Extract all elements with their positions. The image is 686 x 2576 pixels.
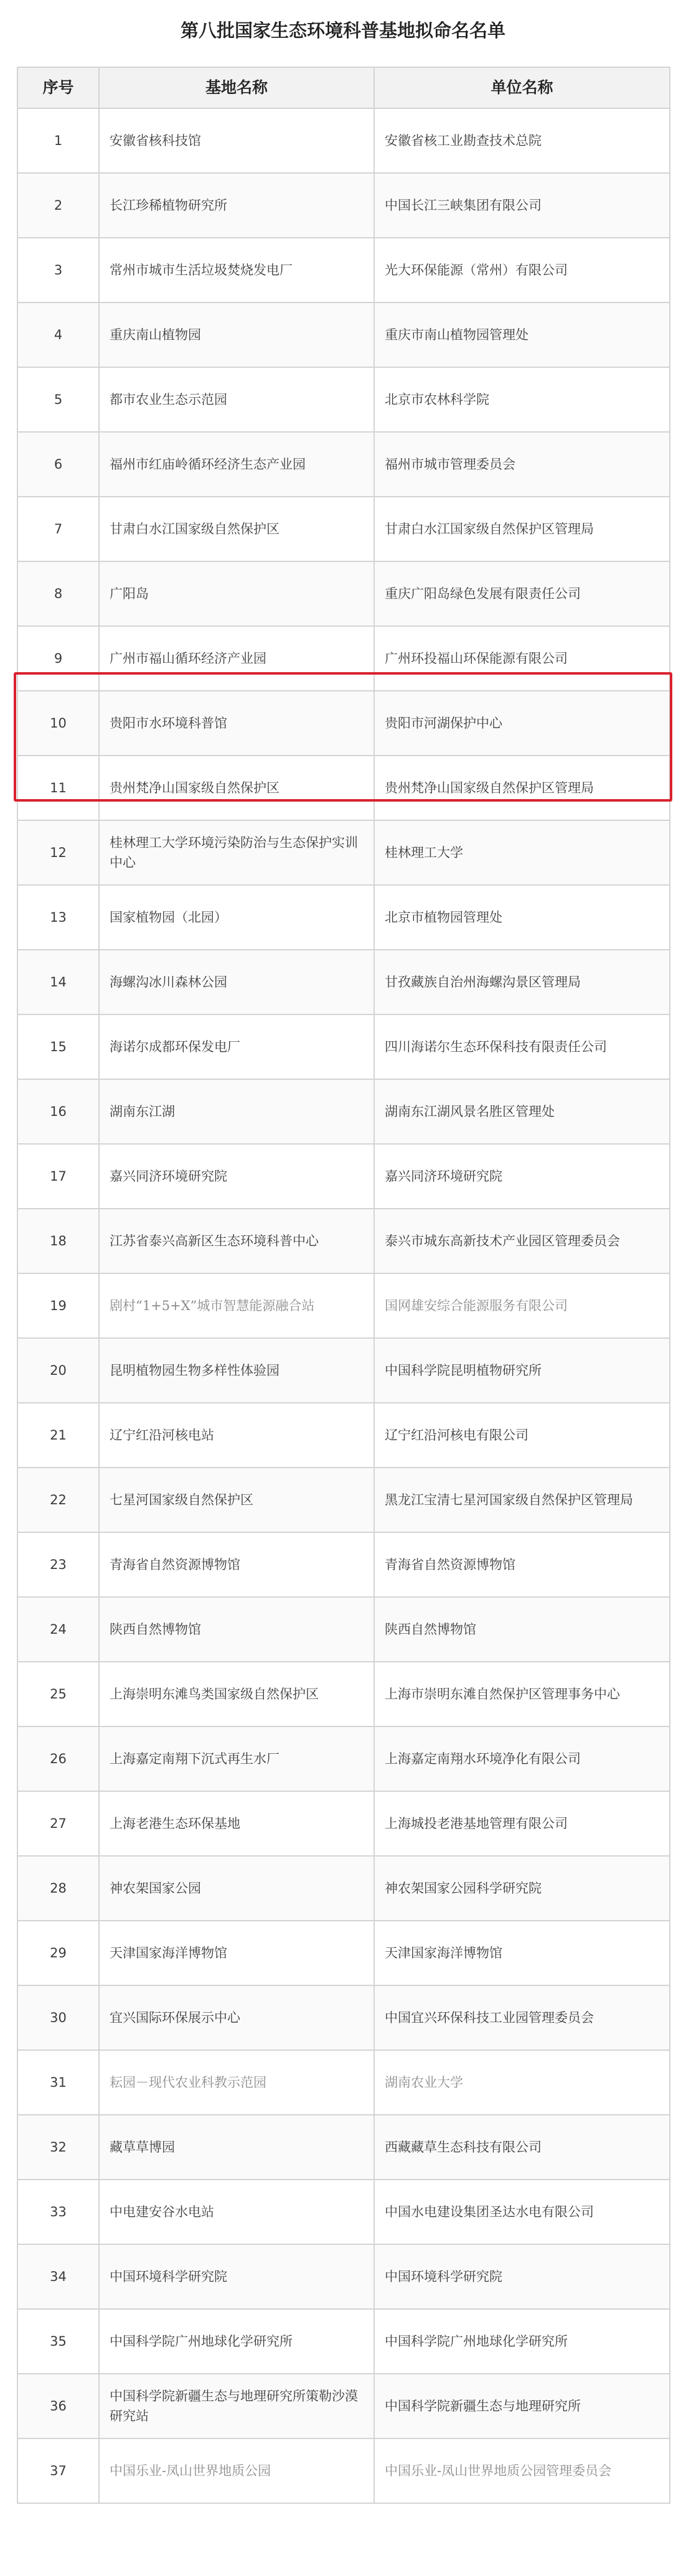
row-number: 3 xyxy=(17,238,99,302)
unit-name: 中国乐业-凤山世界地质公园管理委员会 xyxy=(374,2438,670,2503)
table-row xyxy=(17,2244,670,2309)
row-number: 24 xyxy=(17,1597,99,1662)
unit-name: 黑龙江宝清七星河国家级自然保护区管理局 xyxy=(374,1468,670,1532)
unit-name: 青海省自然资源博物馆 xyxy=(374,1532,670,1597)
table-row xyxy=(17,238,670,302)
table-row xyxy=(17,367,670,432)
base-name: 安徽省核科技馆 xyxy=(99,108,374,173)
row-number: 5 xyxy=(17,367,99,432)
page-title: 第八批国家生态环境科普基地拟命名名单 xyxy=(180,20,505,41)
table-row xyxy=(17,497,670,561)
unit-name: 中国长江三峡集团有限公司 xyxy=(374,173,670,238)
table-row xyxy=(17,1338,670,1403)
base-name: 广州市福山循环经济产业园 xyxy=(99,626,374,691)
base-name: 耘园－现代农业科教示范园 xyxy=(99,2050,374,2115)
table-row xyxy=(17,1597,670,1662)
table-row xyxy=(17,2374,670,2438)
base-name: 常州市城市生活垃圾焚烧发电厂 xyxy=(99,238,374,302)
unit-name: 四川海诺尔生态环保科技有限责任公司 xyxy=(374,1014,670,1079)
row-number: 18 xyxy=(17,1209,99,1273)
unit-name: 北京市农林科学院 xyxy=(374,367,670,432)
table-row xyxy=(17,561,670,626)
unit-name: 北京市植物园管理处 xyxy=(374,885,670,950)
row-number: 29 xyxy=(17,1921,99,1985)
base-name: 中国科学院广州地球化学研究所 xyxy=(99,2309,374,2374)
row-number: 4 xyxy=(17,302,99,367)
table-row xyxy=(17,302,670,367)
table-row xyxy=(17,1144,670,1209)
base-name: 上海老港生态环保基地 xyxy=(99,1791,374,1856)
table-row xyxy=(17,756,670,820)
row-number: 11 xyxy=(17,756,99,820)
unit-name: 甘孜藏族自治州海螺沟景区管理局 xyxy=(374,950,670,1014)
base-name: 贵阳市水环境科普馆 xyxy=(99,691,374,756)
base-name: 中国科学院新疆生态与地理研究所策勒沙漠研究站 xyxy=(99,2374,374,2438)
row-number: 15 xyxy=(17,1014,99,1079)
row-number: 22 xyxy=(17,1468,99,1532)
unit-name: 重庆市南山植物园管理处 xyxy=(374,302,670,367)
row-number: 8 xyxy=(17,561,99,626)
row-number: 10 xyxy=(17,691,99,756)
base-name: 湖南东江湖 xyxy=(99,1079,374,1144)
base-name: 天津国家海洋博物馆 xyxy=(99,1921,374,1985)
header-unit-name: 单位名称 xyxy=(374,67,670,108)
unit-name: 湖南东江湖风景名胜区管理处 xyxy=(374,1079,670,1144)
table-row xyxy=(17,1014,670,1079)
table-row xyxy=(17,2050,670,2115)
table-row xyxy=(17,2438,670,2503)
row-number: 12 xyxy=(17,820,99,885)
row-number: 2 xyxy=(17,173,99,238)
row-number: 27 xyxy=(17,1791,99,1856)
row-number: 7 xyxy=(17,497,99,561)
unit-name: 安徽省核工业勘查技术总院 xyxy=(374,108,670,173)
base-name: 江苏省泰兴高新区生态环境科普中心 xyxy=(99,1209,374,1273)
table-row xyxy=(17,1532,670,1597)
row-number: 1 xyxy=(17,108,99,173)
unit-name: 贵州梵净山国家级自然保护区管理局 xyxy=(374,756,670,820)
base-name: 贵州梵净山国家级自然保护区 xyxy=(99,756,374,820)
base-name: 藏草草博园 xyxy=(99,2115,374,2180)
table-header-row xyxy=(17,67,670,108)
base-name: 宜兴国际环保展示中心 xyxy=(99,1985,374,2050)
table-row xyxy=(17,432,670,497)
table-row xyxy=(17,173,670,238)
header-number: 序号 xyxy=(17,67,99,108)
base-name: 甘肃白水江国家级自然保护区 xyxy=(99,497,374,561)
unit-name: 中国环境科学研究院 xyxy=(374,2244,670,2309)
row-number: 13 xyxy=(17,885,99,950)
unit-name: 中国科学院新疆生态与地理研究所 xyxy=(374,2374,670,2438)
row-number: 26 xyxy=(17,1726,99,1791)
row-number: 33 xyxy=(17,2180,99,2244)
row-number: 28 xyxy=(17,1856,99,1921)
unit-name: 陕西自然博物馆 xyxy=(374,1597,670,1662)
base-name: 昆明植物园生物多样性体验园 xyxy=(99,1338,374,1403)
row-number: 36 xyxy=(17,2374,99,2438)
base-name: 青海省自然资源博物馆 xyxy=(99,1532,374,1597)
base-name: 重庆南山植物园 xyxy=(99,302,374,367)
row-number: 34 xyxy=(17,2244,99,2309)
base-name: 中国环境科学研究院 xyxy=(99,2244,374,2309)
base-name: 长江珍稀植物研究所 xyxy=(99,173,374,238)
unit-name: 国网雄安综合能源服务有限公司 xyxy=(374,1273,670,1338)
row-number: 21 xyxy=(17,1403,99,1468)
row-number: 25 xyxy=(17,1662,99,1726)
unit-name: 广州环投福山环保能源有限公司 xyxy=(374,626,670,691)
table-row xyxy=(17,1273,670,1338)
table-row xyxy=(17,1403,670,1468)
table-row xyxy=(17,950,670,1014)
table-row xyxy=(17,2309,670,2374)
base-list-table xyxy=(17,67,670,2504)
base-name: 陕西自然博物馆 xyxy=(99,1597,374,1662)
base-name: 都市农业生态示范园 xyxy=(99,367,374,432)
row-number: 31 xyxy=(17,2050,99,2115)
table-row xyxy=(17,1209,670,1273)
row-number: 17 xyxy=(17,1144,99,1209)
table-row xyxy=(17,1985,670,2050)
row-number: 16 xyxy=(17,1079,99,1144)
unit-name: 中国科学院广州地球化学研究所 xyxy=(374,2309,670,2374)
base-name: 广阳岛 xyxy=(99,561,374,626)
unit-name: 神农架国家公园科学研究院 xyxy=(374,1856,670,1921)
table-row xyxy=(17,885,670,950)
row-number: 37 xyxy=(17,2438,99,2503)
base-name: 桂林理工大学环境污染防治与生态保护实训中心 xyxy=(99,820,374,885)
unit-name: 嘉兴同济环境研究院 xyxy=(374,1144,670,1209)
base-name: 上海嘉定南翔下沉式再生水厂 xyxy=(99,1726,374,1791)
base-name: 海螺沟冰川森林公园 xyxy=(99,950,374,1014)
table-row xyxy=(17,2115,670,2180)
row-number: 19 xyxy=(17,1273,99,1338)
base-name: 中电建安谷水电站 xyxy=(99,2180,374,2244)
unit-name: 泰兴市城东高新技术产业园区管理委员会 xyxy=(374,1209,670,1273)
table-row xyxy=(17,1662,670,1726)
unit-name: 上海嘉定南翔水环境净化有限公司 xyxy=(374,1726,670,1791)
table-row xyxy=(17,1791,670,1856)
row-number: 30 xyxy=(17,1985,99,2050)
base-name: 辽宁红沿河核电站 xyxy=(99,1403,374,1468)
unit-name: 桂林理工大学 xyxy=(374,820,670,885)
header-base-name: 基地名称 xyxy=(99,67,374,108)
row-number: 20 xyxy=(17,1338,99,1403)
unit-name: 重庆广阳岛绿色发展有限责任公司 xyxy=(374,561,670,626)
table-row xyxy=(17,1726,670,1791)
base-name: 剧村“1+5+X”城市智慧能源融合站 xyxy=(99,1273,374,1338)
base-name: 海诺尔成都环保发电厂 xyxy=(99,1014,374,1079)
base-name: 中国乐业-凤山世界地质公园 xyxy=(99,2438,374,2503)
table-row xyxy=(17,1921,670,1985)
unit-name: 中国科学院昆明植物研究所 xyxy=(374,1338,670,1403)
table-row xyxy=(17,1468,670,1532)
base-name: 上海崇明东滩鸟类国家级自然保护区 xyxy=(99,1662,374,1726)
unit-name: 中国宜兴环保科技工业园管理委员会 xyxy=(374,1985,670,2050)
table-row xyxy=(17,1079,670,1144)
table-row xyxy=(17,820,670,885)
unit-name: 辽宁红沿河核电有限公司 xyxy=(374,1403,670,1468)
base-name: 嘉兴同济环境研究院 xyxy=(99,1144,374,1209)
table-row xyxy=(17,1856,670,1921)
unit-name: 甘肃白水江国家级自然保护区管理局 xyxy=(374,497,670,561)
row-number: 14 xyxy=(17,950,99,1014)
unit-name: 上海城投老港基地管理有限公司 xyxy=(374,1791,670,1856)
unit-name: 贵阳市河湖保护中心 xyxy=(374,691,670,756)
unit-name: 湖南农业大学 xyxy=(374,2050,670,2115)
unit-name: 西藏藏草生态科技有限公司 xyxy=(374,2115,670,2180)
unit-name: 中国水电建设集团圣达水电有限公司 xyxy=(374,2180,670,2244)
row-number: 35 xyxy=(17,2309,99,2374)
unit-name: 天津国家海洋博物馆 xyxy=(374,1921,670,1985)
base-name: 七星河国家级自然保护区 xyxy=(99,1468,374,1532)
table-row xyxy=(17,626,670,691)
unit-name: 福州市城市管理委员会 xyxy=(374,432,670,497)
row-number: 32 xyxy=(17,2115,99,2180)
row-number: 6 xyxy=(17,432,99,497)
unit-name: 上海市崇明东滩自然保护区管理事务中心 xyxy=(374,1662,670,1726)
base-name: 福州市红庙岭循环经济生态产业园 xyxy=(99,432,374,497)
table-row xyxy=(17,691,670,756)
row-number: 9 xyxy=(17,626,99,691)
base-name: 神农架国家公园 xyxy=(99,1856,374,1921)
table-row xyxy=(17,108,670,173)
row-number: 23 xyxy=(17,1532,99,1597)
table-row xyxy=(17,2180,670,2244)
unit-name: 光大环保能源（常州）有限公司 xyxy=(374,238,670,302)
base-name: 国家植物园（北园） xyxy=(99,885,374,950)
